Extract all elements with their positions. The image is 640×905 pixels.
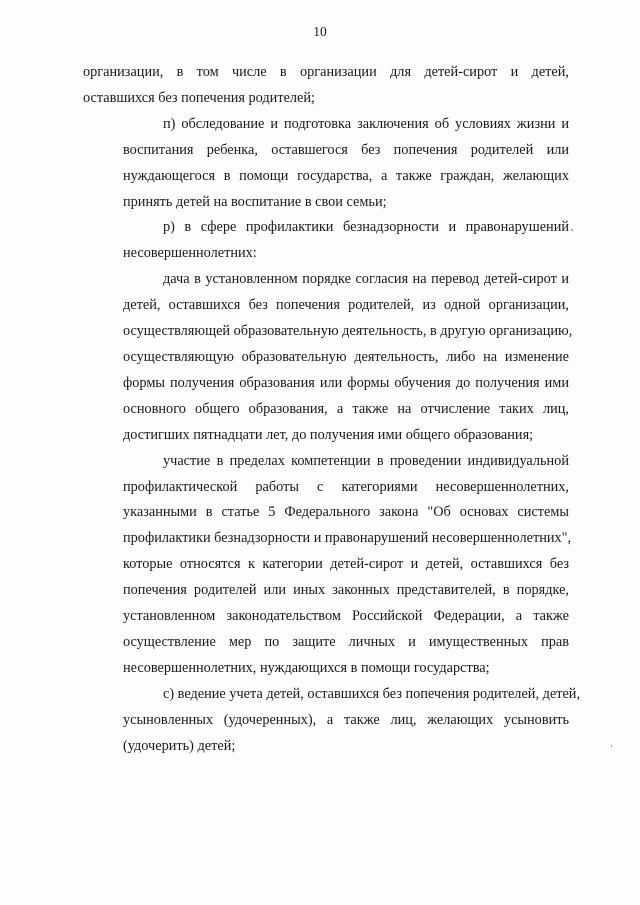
text-line: которые относятся к категории детей-сирот и детей, оставшихся без xyxy=(123,556,569,573)
paragraph-prevention-work xyxy=(83,449,572,682)
text-line: п) обследование и подготовка заключения об условиях жизни и xyxy=(163,115,569,132)
text-line: участие в пределах компетенции в проведении индивидуальной xyxy=(163,452,569,469)
text-line: осуществление мер по защите личных и имущественных прав xyxy=(123,633,569,650)
text-line: детей, оставшихся без попечения родителей, из одной организации, xyxy=(123,297,569,314)
text-line: дача в установленном порядке согласия на перевод детей-сирот и xyxy=(163,271,569,288)
page-number: 10 xyxy=(313,24,327,39)
text-line: установленном законодательством Российской Федерации, а также xyxy=(123,608,569,625)
document-body xyxy=(83,60,581,759)
text-line: достигших пятнадцати лет, до получения ими общего образования; xyxy=(123,426,534,443)
text-line: несовершеннолетних, нуждающихся в помощи государства; xyxy=(123,659,490,676)
text-line: с) ведение учета детей, оставшихся без попечения родителей, детей, xyxy=(163,685,581,702)
text-line: осуществляющей образовательную деятельность, в другую организацию, xyxy=(123,323,573,340)
paragraph-item-p xyxy=(83,112,569,216)
text-line: осуществляющую образовательную деятельность, либо на изменение xyxy=(123,348,569,365)
text-line: основного общего образования, а также на отчисление таких лиц, xyxy=(123,400,569,417)
text-line: несовершеннолетних: xyxy=(123,245,257,262)
text-line: формы получения образования или формы обучения до получения ими xyxy=(123,374,569,391)
text-line: (удочерить) детей; xyxy=(123,737,236,754)
paragraph-continuation xyxy=(83,60,569,112)
text-line: нуждающегося в помощи государства, а также граждан, желающих xyxy=(123,167,569,184)
paragraph-consent-transfer xyxy=(83,267,573,448)
text-line: принять детей на воспитание в свои семьи; xyxy=(123,193,387,210)
scan-speck xyxy=(571,229,573,231)
paragraph-item-s xyxy=(83,682,581,760)
text-line: указанными в статье 5 Федерального закона "Об основах системы xyxy=(123,504,569,521)
scan-speck xyxy=(611,745,612,747)
paragraph-item-r xyxy=(83,215,569,267)
text-line: оставшихся без попечения родителей; xyxy=(83,89,316,106)
text-line: попечения родителей или иных законных представителей, в порядке, xyxy=(123,582,569,599)
text-line: р) в сфере профилактики безнадзорности и правонарушений xyxy=(163,219,569,236)
text-line: организации, в том числе в организации для детей-сирот и детей, xyxy=(83,64,569,80)
text-line: воспитания ребенка, оставшегося без попечения родителей или xyxy=(123,141,569,158)
text-line: усыновленных (удочеренных), а также лиц, желающих усыновить xyxy=(123,711,569,728)
text-line: профилактики безнадзорности и правонарушений несовершеннолетних", xyxy=(123,530,572,547)
text-line: профилактической работы с категориями несовершеннолетних, xyxy=(123,478,569,495)
